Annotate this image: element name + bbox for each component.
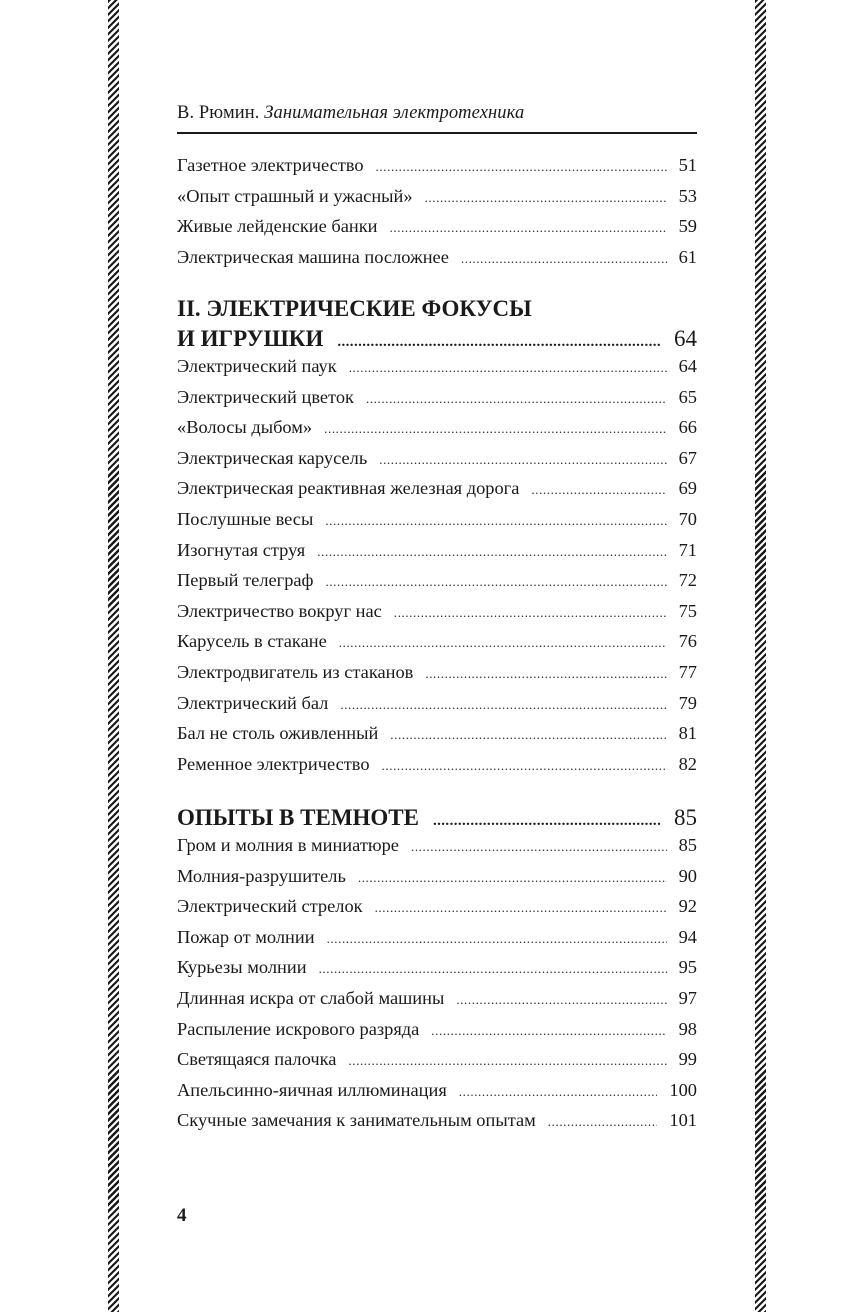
section-title-line2: И ИГРУШКИ bbox=[177, 326, 324, 351]
toc-entry-page: 79 bbox=[678, 692, 697, 713]
toc-entry-page: 75 bbox=[678, 600, 697, 621]
dot-leader bbox=[324, 421, 666, 437]
toc-entry-page: 101 bbox=[669, 1110, 697, 1131]
toc-entry-page: 70 bbox=[678, 508, 697, 529]
running-head-title: Занимательная электротехника bbox=[264, 103, 525, 123]
toc-entry-title: Светящаяся палочка bbox=[177, 1049, 337, 1070]
toc-entry[interactable] bbox=[177, 570, 697, 601]
dot-leader bbox=[531, 482, 666, 498]
toc-entry-title: Длинная искра от слабой машины bbox=[177, 987, 445, 1008]
section-title: ОПЫТЫ В ТЕМНОТЕ bbox=[177, 805, 419, 830]
toc-entry-page: 71 bbox=[678, 539, 697, 560]
dot-leader bbox=[456, 992, 666, 1008]
section-page-number: 85 bbox=[674, 805, 697, 830]
dot-leader bbox=[394, 605, 667, 621]
toc-entry-title: Апельсинно-яичная иллюминация bbox=[177, 1079, 447, 1100]
toc-group-1 bbox=[177, 155, 697, 277]
toc-entry[interactable] bbox=[177, 988, 697, 1019]
toc-entry[interactable] bbox=[177, 356, 697, 387]
toc-entry-title: Электрическая карусель bbox=[177, 447, 368, 468]
page-number: 4 bbox=[177, 1205, 187, 1226]
toc-entry-page: 51 bbox=[678, 155, 697, 175]
toc-entry[interactable] bbox=[177, 601, 697, 632]
toc-entry-title: Электрический бал bbox=[177, 692, 329, 713]
dot-leader bbox=[431, 1023, 666, 1039]
toc-entry-title: Скучные замечания к занимательным опытам bbox=[177, 1110, 536, 1131]
toc-entry[interactable] bbox=[177, 216, 697, 247]
toc-entry-title: Изогнутая струя bbox=[177, 539, 306, 560]
toc-entry-title: Газетное электричество bbox=[177, 155, 364, 175]
dot-leader bbox=[548, 1114, 658, 1130]
toc-entry-page: 72 bbox=[678, 570, 697, 591]
dot-leader bbox=[327, 931, 667, 947]
toc-entry[interactable] bbox=[177, 417, 697, 448]
section-heading-row[interactable] bbox=[177, 805, 697, 835]
toc-entry[interactable] bbox=[177, 723, 697, 754]
toc-entry-title: Распыление искрового разряда bbox=[177, 1018, 420, 1039]
toc-entry[interactable] bbox=[177, 1019, 697, 1050]
dot-leader bbox=[375, 900, 667, 916]
toc-entry-page: 53 bbox=[678, 185, 697, 206]
toc-entry[interactable] bbox=[177, 448, 697, 479]
dot-leader bbox=[337, 334, 660, 351]
toc-entry-page: 82 bbox=[678, 753, 697, 774]
toc-entry-page: 66 bbox=[678, 417, 697, 438]
dot-leader bbox=[433, 813, 660, 830]
toc-entry-title: Электрический паук bbox=[177, 356, 337, 376]
toc-entry-title: Электрическая реактивная железная дорога bbox=[177, 478, 520, 499]
toc-group-2 bbox=[177, 356, 697, 784]
running-head bbox=[177, 103, 524, 124]
dot-leader bbox=[366, 391, 667, 407]
dot-leader bbox=[317, 544, 666, 560]
dot-leader bbox=[382, 758, 667, 774]
section-title-line1: II. ЭЛЕКТРИЧЕСКИЕ ФОКУСЫ bbox=[177, 296, 532, 321]
toc-entry-title: Ременное электричество bbox=[177, 753, 370, 774]
dot-leader bbox=[425, 190, 667, 206]
toc-entry[interactable] bbox=[177, 540, 697, 571]
toc-entry-page: 97 bbox=[678, 987, 697, 1008]
toc-entry-title: Молния-разрушитель bbox=[177, 865, 346, 886]
toc-entry-title: Живые лейденские банки bbox=[177, 216, 378, 237]
toc-entry[interactable] bbox=[177, 957, 697, 988]
toc-entry-page: 95 bbox=[678, 957, 697, 978]
toc-entry-page: 67 bbox=[678, 447, 697, 468]
toc-entry-title: Электродвигатель из стаканов bbox=[177, 661, 414, 682]
dot-leader bbox=[348, 1053, 666, 1069]
toc-entry-title: Гром и молния в миниатюре bbox=[177, 835, 399, 855]
dot-leader bbox=[325, 574, 666, 590]
toc-entry-page: 65 bbox=[678, 386, 697, 407]
toc-entry-title: Первый телеграф bbox=[177, 570, 314, 591]
dot-leader bbox=[459, 1084, 658, 1100]
toc-entry-page: 94 bbox=[678, 926, 697, 947]
toc-entry-page: 85 bbox=[678, 835, 697, 855]
toc-entry[interactable] bbox=[177, 1080, 697, 1111]
toc-entry-title: «Волосы дыбом» bbox=[177, 417, 313, 438]
dot-leader bbox=[325, 513, 666, 529]
toc-section-3 bbox=[177, 805, 697, 835]
toc-entry-page: 98 bbox=[678, 1018, 697, 1039]
toc-entry[interactable] bbox=[177, 835, 697, 866]
toc-entry-title: Пожар от молнии bbox=[177, 926, 315, 947]
toc-entry-page: 69 bbox=[678, 478, 697, 499]
toc-entry[interactable] bbox=[177, 387, 697, 418]
dot-leader bbox=[379, 452, 666, 468]
toc-entry[interactable] bbox=[177, 509, 697, 540]
dot-leader bbox=[390, 727, 666, 743]
toc-entry[interactable] bbox=[177, 478, 697, 509]
toc-entry-title: Электрический стрелок bbox=[177, 896, 363, 917]
dot-leader bbox=[349, 360, 667, 376]
toc-entry-page: 99 bbox=[678, 1049, 697, 1070]
toc-entry[interactable] bbox=[177, 866, 697, 897]
toc-entry-page: 100 bbox=[669, 1079, 697, 1100]
toc-entry[interactable] bbox=[177, 247, 697, 278]
dot-leader bbox=[340, 697, 666, 713]
toc-entry[interactable] bbox=[177, 754, 697, 785]
toc-entry-title: Послушные весы bbox=[177, 508, 314, 529]
toc-entry[interactable] bbox=[177, 1049, 697, 1080]
dot-leader bbox=[358, 870, 667, 886]
toc-entry-title: Электричество вокруг нас bbox=[177, 600, 382, 621]
toc-entry-page: 92 bbox=[678, 896, 697, 917]
toc-entry[interactable] bbox=[177, 631, 697, 662]
toc-entry-page: 59 bbox=[678, 216, 697, 237]
dot-leader bbox=[376, 159, 667, 175]
toc-entry-page: 61 bbox=[678, 246, 697, 267]
toc-entry-title: Курьезы молнии bbox=[177, 957, 307, 978]
toc-entry-page: 81 bbox=[678, 723, 697, 744]
toc-entry-page: 77 bbox=[678, 661, 697, 682]
toc-entry[interactable] bbox=[177, 693, 697, 724]
dot-leader bbox=[461, 251, 667, 267]
toc-entry[interactable] bbox=[177, 896, 697, 927]
toc-entry-title: Электрическая машина посложнее bbox=[177, 246, 449, 267]
dot-leader bbox=[425, 666, 666, 682]
toc-entry-page: 64 bbox=[678, 356, 697, 376]
toc-entry-page: 90 bbox=[678, 865, 697, 886]
toc-entry-title: Электрический цветок bbox=[177, 386, 354, 407]
toc-entry[interactable] bbox=[177, 186, 697, 217]
toc-entry[interactable] bbox=[177, 1110, 697, 1141]
toc-section-2 bbox=[177, 296, 697, 356]
toc-entry[interactable] bbox=[177, 927, 697, 958]
hatched-border-right bbox=[755, 0, 766, 1312]
section-page-number: 64 bbox=[674, 326, 697, 351]
toc-entry-page: 76 bbox=[678, 631, 697, 652]
running-head-author: В. Рюмин. bbox=[177, 103, 260, 123]
toc-entry-title: Карусель в стакане bbox=[177, 631, 327, 652]
dot-leader bbox=[411, 839, 667, 855]
toc-group-3 bbox=[177, 835, 697, 1141]
toc-entry-title: Бал не столь оживленный bbox=[177, 723, 379, 744]
dot-leader bbox=[390, 220, 667, 236]
section-heading-row[interactable] bbox=[177, 326, 697, 356]
toc-entry-title: «Опыт страшный и ужасный» bbox=[177, 185, 413, 206]
toc-entry[interactable] bbox=[177, 155, 697, 186]
hatched-border-left bbox=[108, 0, 119, 1312]
header-rule bbox=[177, 132, 697, 134]
toc-entry[interactable] bbox=[177, 662, 697, 693]
dot-leader bbox=[339, 635, 667, 651]
dot-leader bbox=[319, 961, 667, 977]
